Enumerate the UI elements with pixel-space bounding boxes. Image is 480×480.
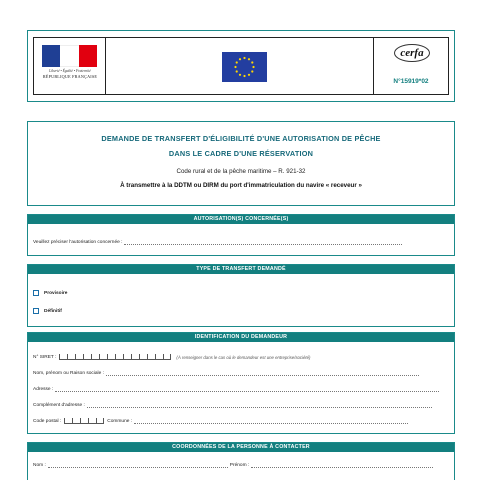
definitif-label: Définitif [44, 308, 62, 314]
complement-field[interactable] [87, 403, 432, 408]
eu-flag-icon [222, 52, 267, 82]
checkbox-icon[interactable] [33, 290, 39, 296]
form-header [27, 30, 455, 102]
autorisation-field[interactable] [124, 240, 402, 245]
marianne-logo [42, 45, 97, 67]
complement-label: Complément d'adresse : [33, 403, 85, 408]
contact-prenom-label: Prénom : [229, 463, 250, 468]
devise-text: Liberté • Égalité • Fraternité [49, 69, 91, 73]
siret-hint: (À renseigner dans le cas où le demandeur est une entreprise/société) [176, 354, 311, 360]
section-type-transfert [27, 264, 455, 327]
commune-field[interactable] [134, 419, 408, 424]
cp-label: Code postal : [33, 418, 62, 424]
header-table [33, 37, 449, 95]
option-definitif[interactable] [33, 308, 62, 314]
option-provisoire[interactable] [33, 290, 67, 296]
adresse-row [33, 387, 439, 392]
section-heading: AUTORISATION(S) CONCERNÉE(S) [28, 215, 454, 224]
commune-label: Commune : [107, 418, 133, 424]
checkbox-icon[interactable] [33, 308, 39, 314]
form-title-box [27, 121, 455, 206]
adresse-field[interactable] [55, 387, 439, 392]
contact-nom-label: Nom : [33, 463, 46, 468]
nom-row [33, 371, 419, 376]
legal-reference: Code rural et de la pêche maritime – R. 921-32 [176, 168, 306, 175]
section-autorisations [27, 214, 455, 256]
eu-cell [106, 38, 374, 94]
republique-text: RÉPUBLIQUE FRANÇAISE [42, 74, 98, 79]
nom-field[interactable] [106, 371, 419, 376]
section-demandeur [27, 332, 455, 434]
contact-row [33, 463, 433, 468]
siret-boxes[interactable] [59, 354, 171, 360]
cerfa-number: N°15919*02 [393, 78, 429, 85]
contact-nom-field[interactable] [48, 463, 228, 468]
autorisation-label: Veuillez préciser l'autorisation concernée : [33, 240, 123, 245]
nom-label: Nom, prénom ou Raison sociale : [33, 371, 104, 376]
cp-boxes[interactable] [64, 418, 104, 424]
section-heading: TYPE DE TRANSFERT DEMANDÉ [28, 265, 454, 274]
siret-label: N° SIRET : [33, 354, 57, 360]
siret-row [33, 354, 310, 360]
section-heading: COORDONNÉES DE LA PERSONNE À CONTACTER [28, 443, 454, 452]
adresse-label: Adresse : [33, 387, 54, 392]
section-heading: IDENTIFICATION DU DEMANDEUR [28, 333, 454, 342]
cerfa-logo: cerfa [394, 44, 430, 62]
section-contact [27, 442, 455, 480]
contact-prenom-field[interactable] [251, 463, 433, 468]
form-title-line2: DANS LE CADRE D'UNE RÉSERVATION [168, 149, 314, 158]
transmission-instruction: À transmettre à la DDTM ou DIRM du port d'immatriculation du navire « receveur » [120, 182, 362, 189]
cerfa-cell [374, 38, 448, 94]
form-title-line1: DEMANDE DE TRANSFERT D'ÉLIGIBILITÉ D'UNE AUTORISATION DE PÊCHE [101, 134, 381, 143]
autorisation-row [33, 240, 402, 245]
republique-francaise-cell [34, 38, 106, 94]
complement-row [33, 403, 432, 408]
provisoire-label: Provisoire [44, 290, 68, 296]
cp-commune-row [33, 418, 408, 424]
